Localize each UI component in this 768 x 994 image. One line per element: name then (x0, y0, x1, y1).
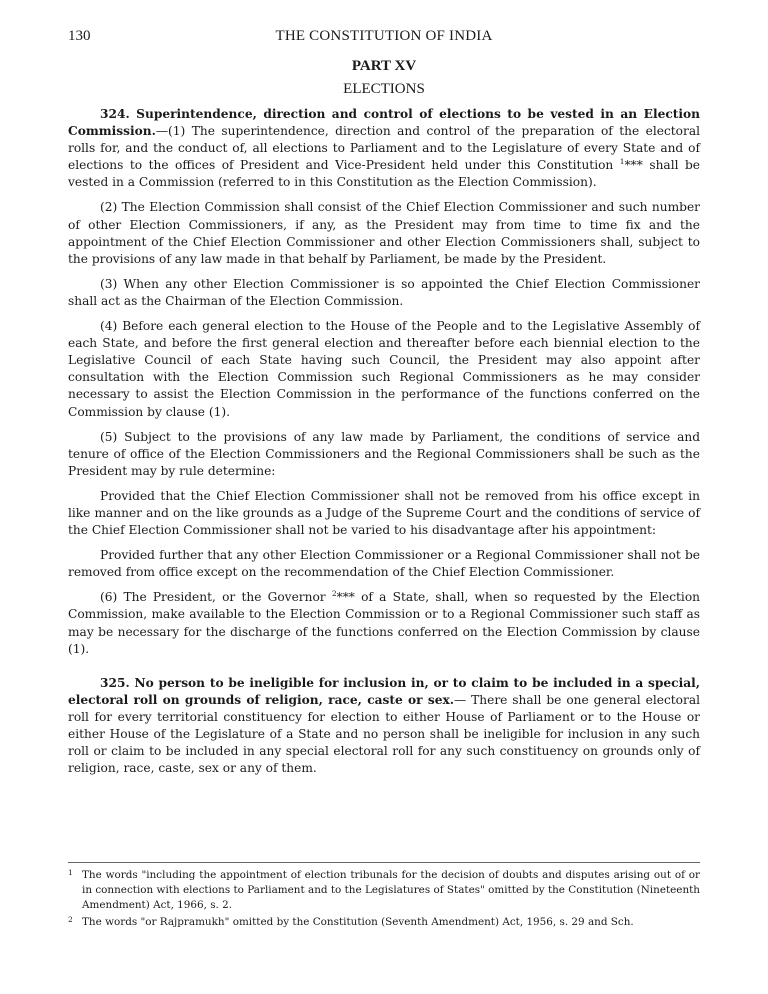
page-number: 130 (68, 28, 91, 44)
section-324-proviso-2: Provided further that any other Election Commissioner or a Regional Commissioner shall not be removed from office except on the recommendation of the Chief Election Commissioner. (68, 548, 700, 580)
section-324-lead: —(1) The superintendence, direction and control of the preparation of the electoral rolls for, and the conduct of, all elections to Parliament and to the Legislature of every State and of elections to the offices of President and Vice-President held under this Constitution (68, 124, 700, 173)
section-324-proviso-1: Provided that the Chief Election Commissioner shall not be removed from his office except in like manner and on the like grounds as a Judge of the Supreme Court and the conditions of service of the Chief Election Commissioner shall not be varied to his disadvantage after his appointment: (68, 488, 700, 538)
section-324-clause-4: (4) Before each general election to the House of the People and to the Legislative Assembly of each State, and before the first general election and thereafter before each biennial election to the Legislative Council of each State having such Council, the President may also appoint after consultation with the Election Commission such Regional Commissioners as he may consider necessary to assist the Election Commission in the performance of the functions conferred on the Commission by clause (1). (68, 319, 700, 419)
footnote-1-text: The words "including the appointment of election tribunals for the decision of doubts and disputes arising out of or in connection with elections to Parliament and to the Legislatures of States" omitted by the Constitution (Nineteenth Amendment) Act, 1966, s. 2. (82, 869, 700, 911)
section-324-lead-tail: *** shall be vested in a Commission (referred to in this Constitution as the Election Commission). (68, 158, 700, 190)
document-body (68, 106, 700, 785)
part-title: PART XV (351, 58, 417, 74)
section-324-heading: 324. Superintendence, direction and control of elections to be vested in an Election Commission. (68, 107, 700, 139)
part-subtitle: ELECTIONS (343, 81, 425, 97)
section-324-clause-3: (3) When any other Election Commissioner is so appointed the Chief Election Commissioner shall act as the Chairman of the Election Commission. (68, 276, 700, 308)
section-324-clause-6-post: *** of a State, shall, when so requested by the Election Commission, make available to the Election Commission or to a Regional Commissioner such staff as may be necessary for the discharge of the functions conferred on the Election Commission by clause (1). (68, 590, 701, 656)
footnote-2 (68, 915, 700, 930)
footnote-2-text: The words "or Rajpramukh" omitted by the Constitution (Seventh Amendment) Act, 1956, s. 29 and Sch. (82, 916, 634, 928)
section-325 (68, 675, 700, 778)
section-324-clause-6-pre: (6) The President, or the Governor (100, 590, 332, 605)
running-title: THE CONSTITUTION OF INDIA (275, 28, 493, 44)
footnote-1 (68, 868, 700, 913)
section-324-clause-6 (68, 589, 700, 657)
footnotes (68, 862, 700, 932)
section-324-clause-1 (68, 106, 700, 191)
section-325-body: — There shall be one general electoral roll for every territorial constituency for election to either House of Parliament or to the House or either House of the Legislature of a State and no person shall be ineligible for inclusion in any such roll or claim to be included in any special electoral roll for any such constituency on grounds only of religion, race, caste, sex or any of them. (68, 692, 700, 776)
page-header (68, 28, 700, 48)
footnote-ref-1: 1 (619, 157, 625, 167)
section-324-clause-5: (5) Subject to the provisions of any law made by Parliament, the conditions of service and tenure of office of the Election Commissioners and the Regional Commissioners shall be such as the President may by rule determine: (68, 429, 700, 478)
section-324-clause-2: (2) The Election Commission shall consist of the Chief Election Commissioner and such number of other Election Commissioners, if any, as the President may from time to time fix and the appointment of the Chief Election Commissioner and other Election Commissioners shall, subject to the provisions of any law made in that behalf by Parliament, be made by the President. (68, 200, 700, 266)
footnote-1-mark: 1 (68, 868, 73, 877)
footnote-2-mark: 2 (68, 915, 73, 924)
footnote-ref-2: 2 (331, 589, 337, 599)
section-325-heading: 325. No person to be ineligible for inclusion in, or to claim to be included in a special, electoral roll on grounds of religion, race, caste or sex. (68, 675, 700, 707)
